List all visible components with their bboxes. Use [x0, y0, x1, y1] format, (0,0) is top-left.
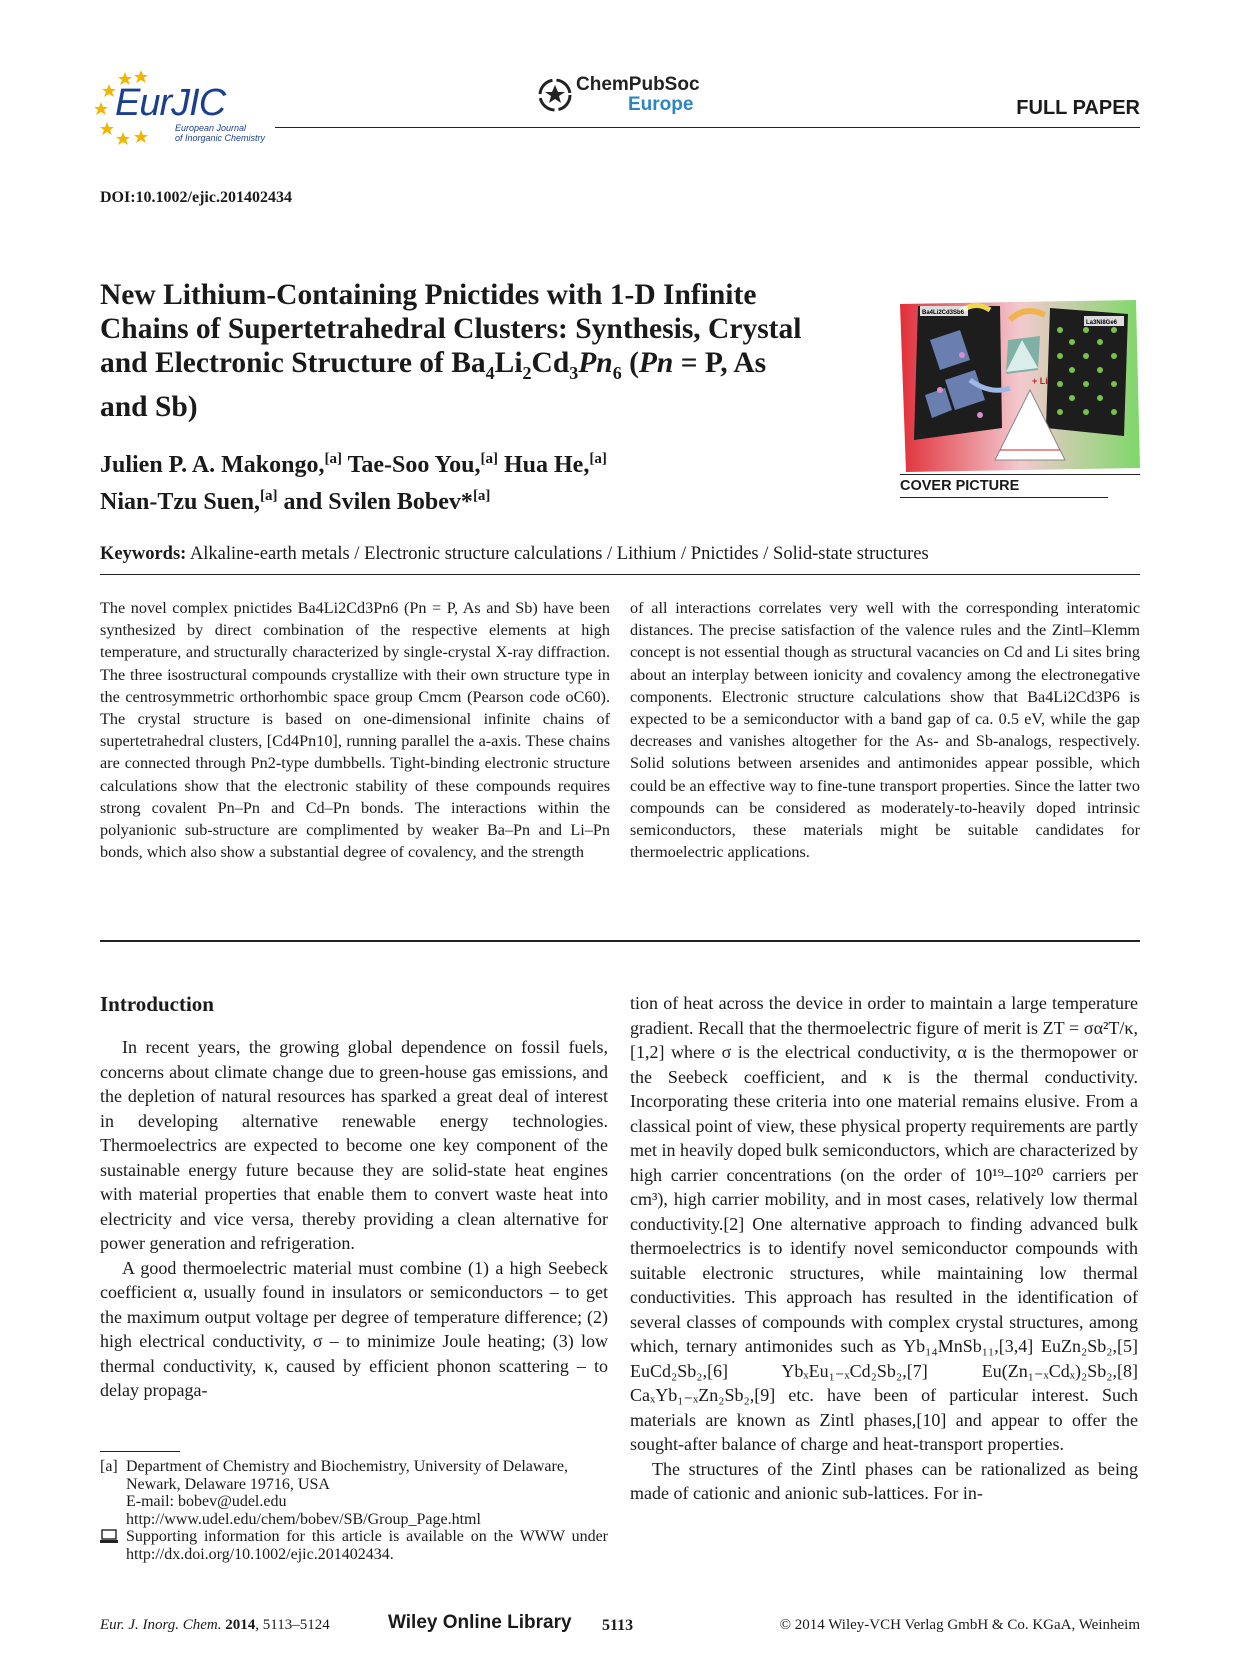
journal-logo [95, 68, 275, 148]
cover-rule [900, 474, 1140, 475]
cover-picture-label: COVER PICTURE [900, 478, 1020, 494]
page-number: 5113 [602, 1617, 634, 1634]
cover-picture[interactable] [900, 300, 1140, 472]
supporting-info: Supporting information for this article is available on the WWW under http://dx.doi.org/10.1002/ejic.201402434. [126, 1528, 608, 1563]
publisher-star-icon [538, 78, 572, 112]
paragraph: The structures of the Zintl phases can be rationalized as being made of cationic and anionic sub-lattices. For in- [630, 1458, 1138, 1503]
intro-left-column [100, 1035, 608, 1403]
intro-right-column [630, 991, 1138, 1506]
article-type: FULL PAPER [1016, 97, 1140, 119]
paragraph: tion of heat across the device in order to maintain a large temperature gradient. Recall that the thermoelectric figure of merit is ZT = σα²T/κ,[1,2] where σ is the electrical conductivity, α is the thermopower or the Seebeck coefficient, and κ is the thermal conductivity. Incorporating these criteria into one material remains elusive. From a classical point of view, these physical property requirements are partly met in heavily doped bulk semiconductors, which are characterized by high carrier concentrations (on the order of 10¹⁹–10²⁰ carriers per cm³), high carrier mobility, and in most cases, relatively low thermal conductivity.[2] One alternative approach to finding advanced bulk thermoelectrics is to identify novel semiconductor compounds with suitable electronic structures, while maintaining low thermal conductivities. This approach has resulted in the identification of several classes of compounds with complex crystal structures, among which, ternary antimonides such as Yb₁₄MnSb₁₁,[3,4] EuZn₂Sb₂,[5] EuCd₂Sb₂,[6] YbₓEu₁₋ₓCd₂Sb₂,[7] Eu(Zn₁₋ₓCdₓ)₂Sb₂,[8] CaₓYb₁₋ₓZn₂Sb₂,[9] etc. have been of particular interest. Such materials are known as Zintl phases,[10] and appear to offer the sought-after balance of charge and heat-transport properties. [630, 993, 1138, 1454]
footnote-rule [100, 1451, 180, 1452]
author: Tae-Soo You, [342, 452, 481, 478]
author: Julien P. A. Makongo, [100, 452, 325, 478]
address: Newark, Delaware 19716, USA [126, 1475, 330, 1493]
title-line: Chains of Supertetrahedral Clusters: Synthesis, Crystal [100, 313, 802, 345]
keywords-label: Keywords: [100, 544, 187, 564]
header-rule [275, 127, 1140, 128]
computer-icon [100, 1528, 126, 1563]
footer-copyright: © 2014 Wiley-VCH Verlag GmbH & Co. KGaA, Weinheim [779, 1617, 1140, 1633]
publisher-name: ChemPubSoc [576, 74, 700, 95]
section-rule [100, 940, 1140, 942]
cover-panel-right-label: La3Ni8Ge6 [1086, 320, 1118, 326]
paragraph: In recent years, the growing global dependence on fossil fuels, concerns about climate change due to green-house gas emissions, and the depletion of natural resources has sparked a great deal of interest in developing alternative renewable energy technologies. Thermoelectrics are expected to become one key component of the sustainable energy future because they are solid-state heat engines with material properties that enable them to convert waste heat into electricity and vice versa, thereby providing a clean alternative for power generation and refrigeration. [100, 1037, 608, 1253]
journal-logo-subtitle: European Journal [175, 123, 247, 133]
title-line: and Sb) [100, 390, 198, 423]
footer-library[interactable]: Wiley Online Library [388, 1612, 572, 1633]
publisher-logo [538, 74, 718, 118]
affiliation: Department of Chemistry and Biochemistry, University of Delaware, [126, 1458, 568, 1475]
author: Nian-Tzu Suen, [100, 489, 261, 515]
article-title [100, 278, 860, 424]
paragraph: A good thermoelectric material must combine (1) a high Seebeck coefficient α, usually found in insulators or semiconductors – to get the maximum output voltage per degree of temperature difference; (2) high electrical conductivity, σ – to minimize Joule heating; (3) low thermal conductivity, κ, caused by efficient phonon scattering – to delay propaga- [100, 1257, 608, 1400]
title-line: and Electronic Structure of $Ba_4Li_2Cd_3Pn_6$ (Pn = P, As [100, 347, 767, 383]
footnote [100, 1458, 608, 1563]
footnote-tag: [a] [100, 1458, 118, 1475]
footer-citation: Eur. J. Inorg. Chem. 2014, 5113–5124 [100, 1617, 330, 1633]
cover-rule [900, 497, 1108, 498]
email[interactable]: E-mail: bobev@udel.edu [126, 1493, 287, 1510]
publisher-region: Europe [628, 94, 694, 115]
keywords-text: Alkaline-earth metals / Electronic structure calculations / Lithium / Pnictides / Solid-state structures [186, 544, 929, 564]
author-list: Julien P. A. Makongo,[a] Tae-Soo You,[a] Hua He,[a] Nian-Tzu Suen,[a] and Svilen Bobev*[a] [100, 451, 607, 515]
journal-logo-subtitle: of Inorganic Chemistry [175, 133, 266, 143]
author: Hua He, [498, 452, 590, 478]
author: and Svilen Bobev* [277, 489, 473, 515]
section-heading: Introduction [100, 992, 214, 1016]
cover-image [900, 300, 1140, 472]
title-line: New Lithium-Containing Pnictides with 1-D Infinite [100, 279, 757, 311]
journal-logo-text: EurJIC [115, 82, 226, 124]
abstract-right: of all interactions correlates very well with the corresponding interatomic distances. The precise satisfaction of the valence rules and the Zintl–Klemm concept is not essential though as structural vacancies on Cd and Li sites bring about an interplay between ionicity and covalency among the electronegative components. Electronic structure calculations show that Ba4Li2Cd3P6 is expected to be a semiconductor with a band gap of ca. 0.5 eV, while the gap decreases and vanishes altogether for the As- and Sb-analogs, respectively. Solid solutions between arsenides and antimonides appear possible, which could be an effective way to fine-tune transport properties. Since the latter two compounds can be considered as moderately-to-heavily doped intrinsic semiconductors, these materials might be suitable candidates for thermoelectric applications. [630, 599, 1140, 862]
cover-arrow-label: + Li [1032, 376, 1048, 386]
section-rule [100, 574, 1140, 575]
abstract-left: The novel complex pnictides Ba4Li2Cd3Pn6 (Pn = P, As and Sb) have been synthesized by direct combination of the respective elements at high temperature, and structurally characterized by single-crystal X-ray diffraction. The three isostructural compounds crystallize with their own structure type in the centrosymmetric orthorhombic space group Cmcm (Pearson code oC60). The crystal structure is based on one-dimensional infinite chains of supertetrahedral clusters, [Cd4Pn10], running parallel the a-axis. These chains are connected through Pn2-type dumbbells. Tight-binding electronic structure calculations show that the electronic stability of these compounds requires strong covalent Pn–Pn and Cd–Pn bonds. The interactions within the polyanionic sub-structure are complimented by weaker Ba–Pn and Li–Pn bonds, which also show a substantial degree of covalency, and the strength [100, 599, 610, 862]
keywords [100, 544, 1140, 565]
group-url[interactable]: http://www.udel.edu/chem/bobev/SB/Group_Page.html [126, 1510, 481, 1528]
cover-panel-left-label: Ba4Li2Cd3Sb6 [922, 310, 965, 316]
doi: DOI:10.1002/ejic.201402434 [100, 189, 292, 206]
